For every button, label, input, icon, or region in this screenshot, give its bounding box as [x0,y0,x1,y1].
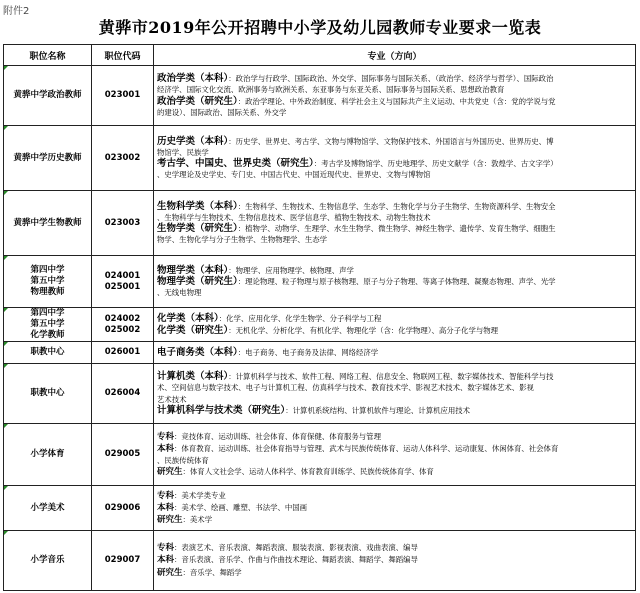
requirement-line [157,382,632,393]
major-list-text: ：音乐表演、音乐学、作曲与作曲技术理论、舞蹈表演、舞蹈学、舞蹈编导 [174,555,418,565]
requirement-line [157,455,632,466]
table-header-row [4,45,636,66]
position-name-cell: 黄骅中学生物教师 [4,191,92,256]
table-row [4,256,636,308]
major-requirements-cell [154,424,636,486]
page-title: 黄骅市2019年公开招聘中小学及幼儿园教师专业要求一览表 [98,18,542,37]
major-category-label: 研究生 [157,567,183,578]
requirement-line [157,201,632,212]
requirement-line [157,276,632,287]
major-list-text: 物馆学、民族学 [157,147,209,157]
major-category-label: 生物科学类（本科） [157,200,238,212]
requirements-table [3,44,636,591]
major-category-label: 计算机科学与技术类（研究生） [157,404,286,416]
major-list-text: ：政治学与行政学、国际政治、外交学、国际事务与国际关系、（政治学、经济学与哲学）、国际政治 [228,74,554,84]
major-list-text: ：体育人文社会学、运动人体科学、体育教育训练学、民族传统体育学、体育 [182,467,434,477]
major-list-text: 、生物科学与生物技术、生物信息技术、医学信息学、植物生物技术、动物生物技术 [157,212,431,222]
major-category-label: 政治学类（本科） [157,73,229,85]
requirement-line [157,394,632,405]
major-list-text: 、无线电物理 [157,288,202,298]
position-code-cell: 029006 [92,486,154,531]
major-list-text: ：历史学、世界史、考古学、文物与博物馆学、文物保护技术、外国语言与外国历史、世界历史、博 [228,136,554,146]
major-list-text: 、史学理论及史学史、专门史、中国古代史、中国近现代史、世界史、文物与博物馆 [157,170,431,180]
major-category-label: 化学类（研究生） [157,324,229,336]
requirement-line [157,136,632,147]
major-category-label: 电子商务类（本科） [157,346,238,358]
attachment-label: 附件2 [3,6,30,17]
position-name-cell: 职教中心 [4,342,92,364]
requirement-line [157,147,632,158]
position-name-cell: 小学美术 [4,486,92,531]
cell-comment-marker-icon [4,342,8,346]
requirement-line [157,502,632,514]
requirement-line [157,347,632,358]
major-category-label: 研究生 [157,515,183,526]
requirement-line [157,158,632,169]
position-name-cell: 第四中学 第五中学 物理教师 [4,256,92,308]
major-list-text: ：音乐学、舞蹈学 [182,567,242,577]
requirement-line [157,107,632,118]
major-requirements-cell [154,308,636,342]
major-category-label: 化学类（本科） [157,313,219,325]
position-code-cell: 023001 [92,66,154,126]
major-category-label: 考古学、中国史、世界史类（研究生） [157,158,314,169]
position-name-cell: 小学体育 [4,424,92,486]
cell-comment-marker-icon [4,531,8,535]
requirement-line [157,287,632,298]
requirement-line [157,567,632,579]
requirement-line [157,234,632,245]
major-requirements-cell [154,191,636,256]
cell-comment-marker-icon [4,126,8,130]
major-requirements-cell [154,364,636,424]
table-row [4,486,636,531]
header-position-code: 职位代码 [92,45,154,66]
header-major-direction: 专业（方向） [154,45,636,66]
requirement-line [157,212,632,223]
major-list-text: ：理论物理、粒子物理与原子核物理、原子与分子物理、等离子体物理、凝聚态物理、声学、光学 [237,276,556,286]
major-list-text: ：无机化学、分析化学、有机化学、物理化学（含：化学物理）、高分子化学与物理 [228,325,499,335]
major-requirements-cell [154,531,636,591]
major-list-text: ：电子商务、电子商务及法律、网络经济学 [237,347,379,357]
major-category-label: 计算机类（本科） [157,371,229,383]
position-code-cell: 026001 [92,342,154,364]
table-row [4,342,636,364]
requirement-line [157,84,632,95]
major-requirements-cell [154,342,636,364]
major-list-text: 经济学、国际文化交流、欧洲事务与欧洲关系、东亚事务与东亚关系、国际事务与国际关系、思想政治教育 [157,85,505,95]
table-row [4,126,636,191]
major-requirements-cell [154,486,636,531]
requirement-line [157,325,632,336]
major-list-text: ：体育教育、运动训练、社会体育指导与管理、武术与民族传统体育、运动人体科学、运动康复、休闲体育、社会体育 [174,443,559,453]
major-list-text: 术、空间信息与数字技术、电子与计算机工程、仿真科学与技术、教育技术学、影视艺术技术、数字媒体艺术、影视 [157,383,534,393]
position-code-cell: 023002 [92,126,154,191]
major-list-text: ：物理学、应用物理学、核物理、声学 [228,265,354,275]
position-code-cell: 029005 [92,424,154,486]
major-category-label: 物理学类（本科） [157,264,229,276]
major-list-text: 、民族传统体育 [157,456,209,465]
table-row [4,364,636,424]
major-category-label: 历史学类（本科） [157,135,229,147]
requirement-line [157,405,632,416]
position-name-cell: 黄骅中学历史教师 [4,126,92,191]
major-requirements-cell [154,256,636,308]
requirement-line [157,313,632,324]
position-name-cell: 第四中学 第五中学 化学教师 [4,308,92,342]
major-list-text: ：美术学、绘画、雕塑、书法学、中国画 [174,502,308,512]
table-row [4,191,636,256]
requirement-line [157,169,632,180]
cell-comment-marker-icon [4,424,8,428]
requirement-line [157,431,632,443]
table-body [4,66,636,591]
cell-comment-marker-icon [4,66,8,70]
cell-comment-marker-icon [4,308,8,312]
major-requirements-cell [154,126,636,191]
position-name-cell: 职教中心 [4,364,92,424]
major-category-label: 物理学类（研究生） [157,275,238,287]
cell-comment-marker-icon [4,486,8,490]
position-name-cell: 小学音乐 [4,531,92,591]
requirement-line [157,514,632,526]
requirement-line [157,554,632,566]
position-name-cell: 黄骅中学政治教师 [4,66,92,126]
cell-comment-marker-icon [4,191,8,195]
cell-comment-marker-icon [4,364,8,368]
major-list-text: ：表演艺术、音乐表演、舞蹈表演、服装表演、影视表演、戏曲表演、编导 [174,543,418,553]
major-requirements-cell [154,66,636,126]
major-list-text: ：美术学类专业 [174,490,226,500]
major-category-label: 专科 [157,431,175,442]
major-category-label: 本科 [157,555,175,566]
major-category-label: 生物学类（研究生） [157,223,238,234]
major-list-text: ：植物学、动物学、生理学、水生生物学、微生物学、神经生物学、遗传学、发育生物学、细胞生 [237,224,556,233]
table-row [4,531,636,591]
position-code-cell: 026004 [92,364,154,424]
requirement-line [157,443,632,455]
requirement-line [157,223,632,234]
major-category-label: 本科 [157,502,175,513]
cell-comment-marker-icon [4,256,8,260]
major-list-text: ：计算机科学与技术、软件工程、网络工程、信息安全、物联网工程、数字媒体技术、智能科学与技 [228,372,554,382]
major-list-text: ：考古学及博物馆学、历史地理学、历史文献学（含：敦煌学、古文字学） [313,159,558,168]
requirement-line [157,371,632,382]
major-list-text: ：生物科学、生物技术、生物信息学、生态学、生物化学与分子生物学、生物资源科学、生物安全 [237,201,556,211]
major-list-text: ：美术学 [182,515,213,525]
major-category-label: 政治学类（研究生） [157,95,238,107]
major-list-text: ：竞技体育、运动训练、社会体育、体育保健、体育服务与管理 [174,431,381,441]
requirement-line [157,466,632,478]
position-code-cell: 023003 [92,191,154,256]
major-category-label: 研究生 [157,467,183,478]
position-code-cell: 024002 025002 [92,308,154,342]
position-code-cell: 024001 025001 [92,256,154,308]
position-code-cell: 029007 [92,531,154,591]
header-position-name: 职位名称 [4,45,92,66]
requirement-line [157,265,632,276]
requirement-line [157,542,632,554]
major-list-text: 物学、生物化学与分子生物学、生物物理学、生态学 [157,235,327,245]
requirement-line [157,73,632,84]
major-list-text: ：政治学理论、中外政治制度、科学社会主义与国际共产主义运动、中共党史（含：党的学说与党 [237,96,556,106]
major-list-text: ：计算机系统结构、计算机软件与理论、计算机应用技术 [285,405,471,415]
requirement-line [157,96,632,107]
major-category-label: 专科 [157,543,175,554]
major-list-text: 的建设）、国际政治、国际关系、外交学 [157,107,287,117]
major-list-text: 艺术技术 [157,394,187,404]
requirement-line [157,490,632,502]
table-row [4,424,636,486]
major-category-label: 本科 [157,443,175,454]
major-category-label: 专科 [157,490,175,501]
table-row [4,308,636,342]
major-list-text: ：化学、应用化学、化学生物学、分子科学与工程 [218,314,382,324]
table-row [4,66,636,126]
